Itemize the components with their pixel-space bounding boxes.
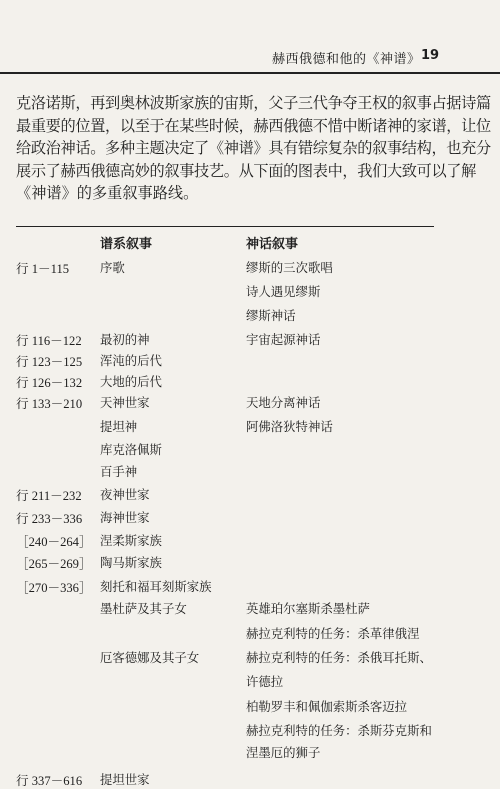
myth-cell: 缪斯的三次歌唱 (246, 260, 333, 275)
row-range: 行 1－115 (16, 262, 70, 276)
genealogy-cell: 提坦世家 (100, 772, 150, 787)
genealogy-cell: 浑沌的后代 (100, 353, 162, 368)
header-genealogy: 谱系叙事 (100, 237, 153, 252)
row-range: 行 116－122 (16, 334, 82, 348)
myth-cell: 涅墨厄的狮子 (246, 745, 321, 760)
header-rule (0, 72, 500, 74)
genealogy-cell: 库克洛佩斯 (100, 442, 162, 457)
header-myth: 神话叙事 (246, 237, 299, 252)
paragraph-line: 最重要的位置，以至于在某些时候，赫西俄德不惜中断诸神的家谱，让位 (16, 116, 491, 135)
genealogy-cell: 大地的后代 (100, 374, 162, 389)
myth-cell: 许德拉 (246, 674, 284, 689)
genealogy-cell: 海神世家 (100, 510, 150, 525)
myth-cell: 诗人遇见缪斯 (246, 284, 321, 299)
row-range: 行 233－336 (16, 512, 83, 526)
row-range: ［240－264］ (16, 535, 92, 549)
body-paragraph (16, 92, 491, 205)
genealogy-cell: 百手神 (100, 464, 138, 479)
paragraph-line: 展示了赫西俄德高妙的叙事技艺。从下面的图表中，我们大致可以了解 (16, 161, 476, 180)
genealogy-cell: 墨杜萨及其子女 (100, 601, 187, 616)
row-range: ［270－336］ (16, 581, 92, 595)
genealogy-cell: 提坦神 (100, 419, 138, 434)
genealogy-cell: 陶马斯家族 (100, 555, 162, 570)
row-range: 行 126－132 (16, 376, 83, 390)
myth-cell: 阿佛洛狄特神话 (246, 419, 333, 434)
myth-cell: 天地分离神话 (246, 395, 321, 410)
row-range: 行 211－232 (16, 489, 82, 503)
paragraph-line: 《神谱》的多重叙事路线。 (16, 184, 199, 202)
table-top-rule (16, 226, 434, 227)
genealogy-cell: 最初的神 (100, 332, 150, 347)
genealogy-cell: 涅柔斯家族 (100, 533, 162, 548)
row-range: 行 123－125 (16, 355, 83, 369)
row-range: 行 133－210 (16, 397, 83, 411)
myth-cell: 英雄珀尔塞斯杀墨杜萨 (246, 601, 370, 616)
running-header (0, 40, 500, 70)
genealogy-cell: 厄客德娜及其子女 (100, 650, 200, 665)
paragraph-line: 克洛诺斯，再到奥林波斯家族的宙斯，父子三代争夺王权的叙事占据诗篇 (16, 94, 491, 112)
genealogy-cell: 天神世家 (100, 395, 150, 410)
myth-cell: 宇宙起源神话 (246, 332, 321, 347)
myth-cell: 柏勒罗丰和佩伽索斯杀客迈拉 (246, 699, 408, 714)
myth-cell: 赫拉克利特的任务：杀革律俄涅 (246, 626, 420, 641)
row-range: ［265－269］ (16, 557, 92, 571)
running-title: 赫西俄德和他的《神谱》 (272, 52, 421, 67)
genealogy-cell: 刻托和福耳刻斯家族 (100, 579, 212, 594)
paragraph-line: 给政治神话。多种主题决定了《神谱》具有错综复杂的叙事结构，也充分 (16, 139, 491, 157)
row-range: 行 337－616 (16, 774, 83, 788)
myth-cell: 缪斯神话 (246, 308, 296, 323)
genealogy-cell: 夜神世家 (100, 487, 150, 502)
page-number: 19 (421, 48, 440, 63)
myth-cell: 赫拉克利特的任务：杀斯芬克斯和 (246, 723, 432, 738)
genealogy-cell: 序歌 (100, 260, 125, 275)
myth-cell: 赫拉克利特的任务：杀俄耳托斯、 (246, 650, 432, 665)
